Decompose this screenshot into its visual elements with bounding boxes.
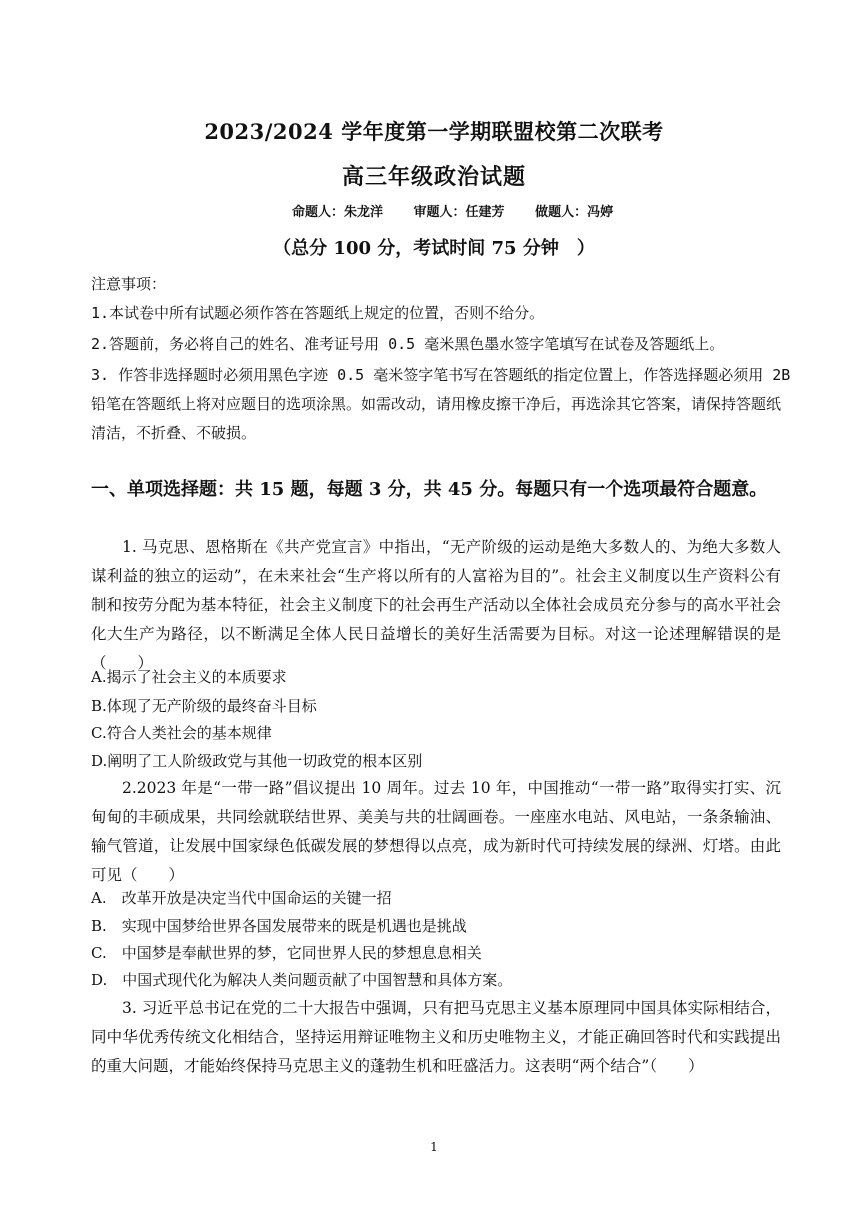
score-info: （总分 100 分，考试时间 75 分钟 ） bbox=[273, 238, 595, 259]
note-item: 3. 作答非选择题时必须用黑色字迹 0.5 毫米签字笔书写在答题纸的指定位置上，作答选择题必须用 2B 铅笔在答题纸上将对应题目的选项涂黑。如需改动，请用橡皮擦干净后，再选涂其它答案，请保持答题纸清洁，不折叠、不破损。 bbox=[91, 366, 791, 442]
option-c: C. 中国梦是奉献世界的梦，它同世界人民的梦想息息相关 bbox=[91, 944, 482, 962]
option-a: A.揭示了社会主义的本质要求 bbox=[91, 668, 287, 686]
option-d: D.阐明了工人阶级政党与其他一切政党的根本区别 bbox=[91, 752, 423, 770]
question-stem: 2.2023 年是“一带一路”倡议提出 10 周年。过去 10 年，中国推动“一带一路”取得实打实、沉甸甸的丰硕成果，共同绘就联结世界、美美与共的壮阔画卷。一座座水电站、风电站，一条条输油、输气管道，让发展中国家绿色低碳发展的梦想得以点亮，成为新时代可持续发展的绿洲、灯塔。由此可见（ ） bbox=[91, 779, 781, 884]
option-d: D. 中国式现代化为解决人类问题贡献了中国智慧和具体方案。 bbox=[91, 971, 513, 989]
staff-line bbox=[292, 201, 639, 220]
note-item: 2.答题前，务必将自己的姓名、准考证号用 0.5 毫米黑色墨水签字笔填写在试卷及答题纸上。 bbox=[91, 335, 725, 353]
option-a: A. 改革开放是决定当代中国命运的关键一招 bbox=[91, 889, 392, 907]
question-stem: 3. 习近平总书记在党的二十大报告中强调，只有把马克思主义基本原理同中国具体实际相结合，同中华优秀传统文化相结合，坚持运用辩证唯物主义和历史唯物主义，才能正确回答时代和实践提出的重大问题，才能始终保持马克思主义的蓬勃生机和旺盛活力。这表明“两个结合”（ ） bbox=[91, 999, 781, 1075]
solver-label: 做题人：冯婷 bbox=[535, 205, 614, 220]
author-label: 命题人：朱龙洋 bbox=[292, 205, 384, 220]
notes-block bbox=[91, 270, 791, 448]
page-number: 1 bbox=[430, 1140, 438, 1154]
exam-subtitle: 高三年级政治试题 bbox=[341, 164, 526, 190]
question-stem: 1. 马克思、恩格斯在《共产党宣言》中指出，“无产阶级的运动是绝大多数人的、为绝大多数人谋利益的独立的运动”，在未来社会“生产将以所有的人富裕为目的”。社会主义制度以生产资料公有制和按劳分配为基本特征，社会主义制度下的社会再生产活动以全体社会成员充分参与的高水平社会化大生产为路径，以不断满足全体人民日益增长的美好生活需要为目标。对这一论述理解错误的是（ ） bbox=[91, 538, 781, 672]
option-b: B.体现了无产阶级的最终奋斗目标 bbox=[91, 697, 317, 715]
notes-heading: 注意事项： bbox=[91, 275, 167, 293]
reviewer-label: 审题人：任建芳 bbox=[413, 205, 505, 220]
section-heading: 一、单项选择题：共 15 题，每题 3 分，共 45 分。每题只有一个选项最符合题意。 bbox=[91, 479, 768, 500]
exam-title: 2023/2024 学年度第一学期联盟校第二次联考 bbox=[204, 119, 664, 144]
option-c: C.符合人类社会的基本规律 bbox=[91, 724, 272, 742]
note-item: 1.本试卷中所有试题必须作答在答题纸上规定的位置，否则不给分。 bbox=[91, 304, 545, 322]
option-b: B. 实现中国梦给世界各国发展带来的既是机遇也是挑战 bbox=[91, 917, 467, 935]
